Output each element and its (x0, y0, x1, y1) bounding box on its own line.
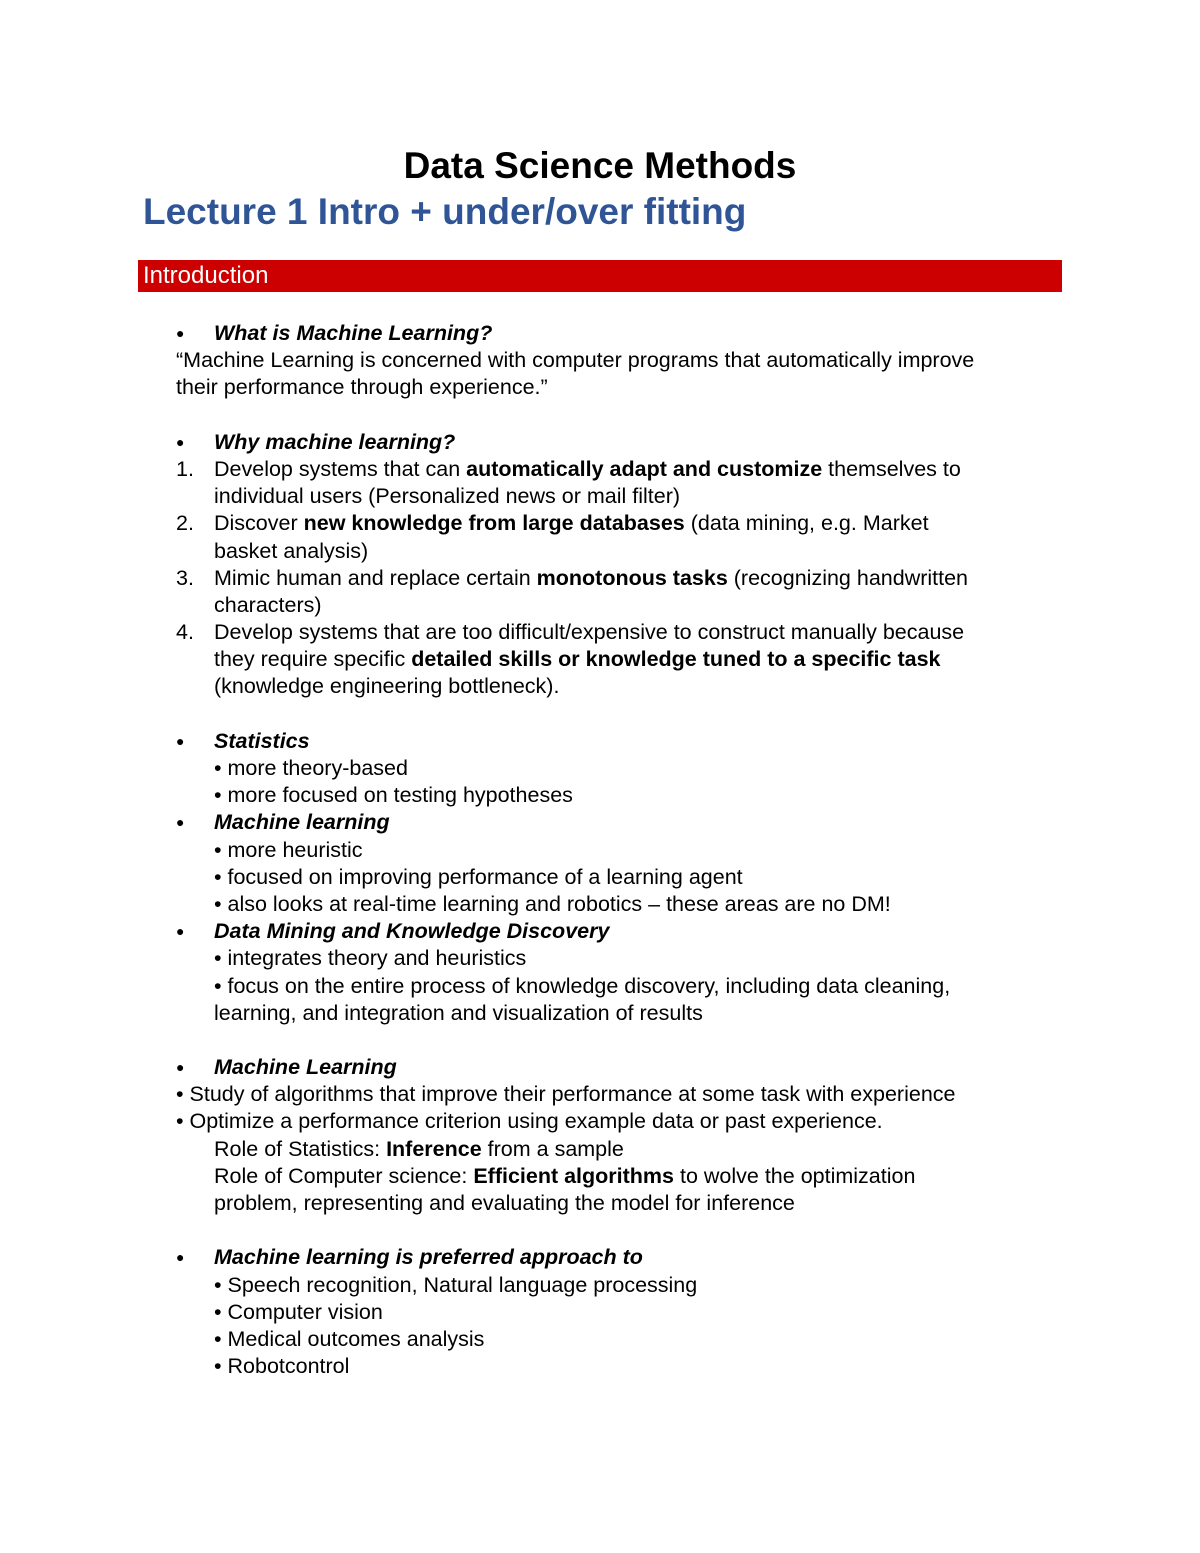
list-item (0, 918, 1200, 945)
document-body (0, 320, 1200, 1380)
point-text: • focused on improving performance of a learning agent (214, 864, 743, 889)
topic-heading: Statistics (214, 728, 310, 753)
item-text: (recognizing handwritten (727, 565, 969, 590)
bullet-icon: ● (176, 325, 185, 341)
item-text-bold: monotonous tasks (536, 565, 728, 590)
point-text: • Robotcontrol (214, 1354, 350, 1379)
numbered-item (0, 456, 1200, 483)
point-text: • more theory-based (214, 756, 408, 780)
point-text: • more heuristic (214, 837, 363, 862)
bullet-icon: ● (176, 732, 185, 749)
item-text: characters) (214, 592, 322, 617)
bullet-icon: ● (176, 433, 185, 450)
numbered-item (0, 565, 1200, 592)
item-text: Discover (214, 511, 304, 536)
topic-heading: Machine learning (214, 810, 390, 835)
document-title: Data Science Methods (403, 145, 797, 186)
item-text-bold: detailed skills or knowledge tuned to a specific task (411, 647, 941, 672)
point-text: • Study of algorithms that improve their performance at some task with experience (176, 1082, 956, 1107)
item-number: 1. (176, 456, 194, 481)
numbered-item (0, 619, 1200, 646)
point-text: • Medical outcomes analysis (214, 1326, 485, 1351)
question-heading: What is Machine Learning? (214, 321, 493, 345)
item-text: Develop systems that can (214, 456, 467, 481)
list-item (0, 809, 1200, 836)
item-number: 2. (176, 511, 194, 536)
bullet-icon: ● (176, 814, 185, 831)
numbered-item (0, 510, 1200, 537)
point-text: • also looks at real-time learning and robotics – these areas are no DM! (214, 891, 891, 916)
role-text: problem, representing and evaluating the model for inference (214, 1191, 795, 1215)
item-text: they require specific (214, 647, 412, 672)
item-text: (data mining, e.g. Market (684, 511, 929, 536)
item-text: Mimic human and replace certain (214, 565, 537, 590)
point-text: • Speech recognition, Natural language processing (214, 1272, 698, 1297)
point-text: • more focused on testing hypotheses (214, 783, 573, 808)
role-text: to wolve the optimization (674, 1163, 916, 1188)
topic-heading: Data Mining and Knowledge Discovery (214, 919, 610, 944)
item-number: 4. (176, 620, 194, 645)
point-text: learning, and integration and visualization of results (214, 1000, 703, 1025)
bullet-icon: ● (176, 923, 185, 940)
list-item (0, 1054, 1200, 1081)
item-text: individual users (Personalized news or mail filter) (214, 484, 681, 509)
list-item (0, 728, 1200, 755)
role-text: Role of Statistics: (214, 1136, 387, 1161)
role-text: from a sample (481, 1136, 624, 1161)
bullet-icon: ● (176, 1059, 185, 1076)
list-item (0, 320, 1200, 347)
lecture-title: Lecture 1 Intro + under/over fitting (143, 191, 747, 232)
list-item (0, 429, 1200, 456)
point-text: • Optimize a performance criterion using example data or past experience. (176, 1109, 883, 1134)
item-text-bold: new knowledge from large databases (303, 511, 685, 536)
topic-heading: Machine learning is preferred approach to (214, 1245, 643, 1270)
definition-text: their performance through experience.” (176, 375, 548, 400)
item-text: basket analysis) (214, 538, 369, 563)
list-item (0, 1244, 1200, 1271)
item-text: (knowledge engineering bottleneck). (214, 674, 560, 699)
role-text-bold: Inference (386, 1136, 482, 1161)
point-text: • focus on the entire process of knowledge discovery, including data cleaning, (214, 973, 951, 998)
item-text-bold: automatically adapt and customize (466, 456, 823, 481)
item-text: Develop systems that are too difficult/expensive to construct manually because (214, 620, 965, 645)
section-heading-introduction: Introduction (138, 260, 1062, 292)
role-text: Role of Computer science: (214, 1163, 474, 1188)
question-heading: Why machine learning? (214, 429, 456, 454)
topic-heading: Machine Learning (214, 1055, 397, 1080)
point-text: • integrates theory and heuristics (214, 946, 527, 971)
role-text-bold: Efficient algorithms (473, 1163, 675, 1188)
bullet-icon: ● (176, 1249, 185, 1266)
point-text: • Computer vision (214, 1299, 383, 1324)
item-text: themselves to (822, 456, 961, 481)
definition-text: “Machine Learning is concerned with computer programs that automatically improve (176, 348, 975, 373)
item-number: 3. (176, 565, 194, 590)
